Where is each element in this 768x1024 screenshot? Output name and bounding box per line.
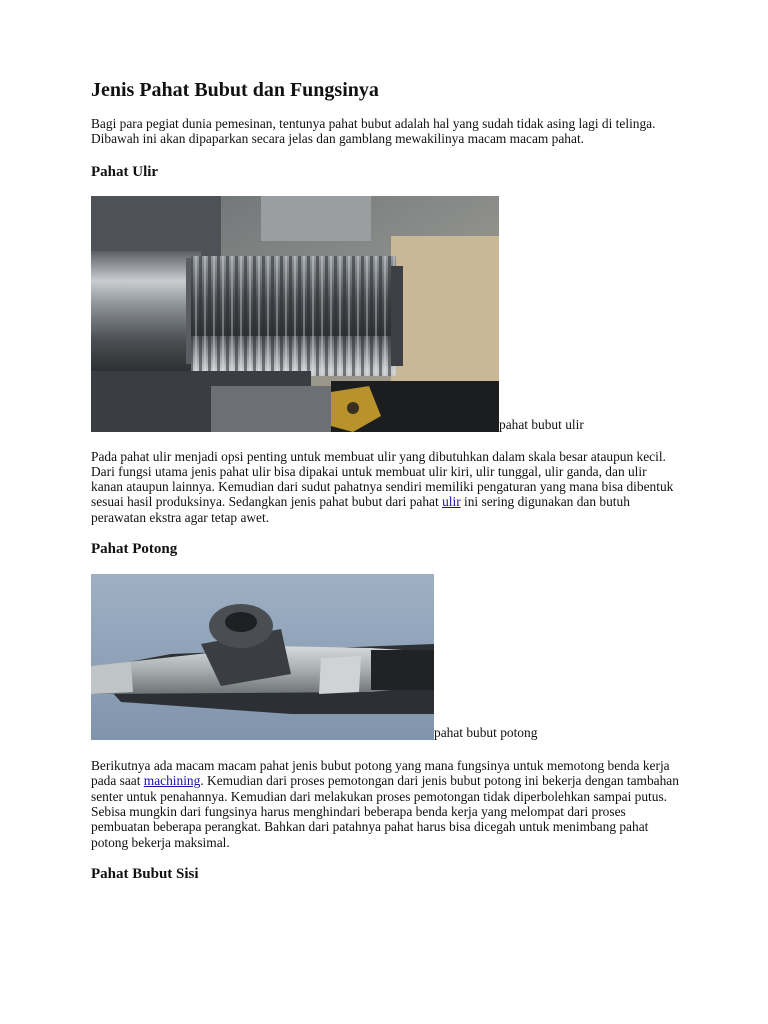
caption-pahat-ulir: pahat bubut ulir: [499, 416, 584, 432]
section-heading-pahat-potong: Pahat Potong: [91, 541, 178, 558]
caption-pahat-potong: pahat bubut potong: [434, 725, 538, 741]
figure-pahat-potong: [91, 574, 681, 740]
link-machining[interactable]: machining: [143, 773, 201, 789]
paragraph-text: ini sering digunakan dan butuh perawatan ekstra agar tetap awet.: [91, 494, 630, 525]
article-title: Jenis Pahat Bubut dan Fungsinya: [91, 79, 379, 101]
paragraph-pahat-potong: [91, 758, 681, 850]
paragraph-text: Berikutnya ada macam macam pahat jenis bubut potong yang mana fungsinya untuk memotong benda kerja pada saat: [91, 758, 670, 789]
paragraph-text: . Kemudian dari proses pemotongan dari jenis bubut potong ini bekerja dengan tambahan senter untuk penahannya. Kemudian dari melakukan proses pemotongan tidak diperbolehkan sampai putus. Sebisa mungkin dari fungsinya harus menghindari beberapa benda kerja yang melompat dari proses pembuatan beberapa perangkat. Bahkan dari patahnya pahat harus bisa dicegah untuk menimbang pahat potong bekerja maksimal.: [91, 773, 679, 850]
section-heading-pahat-ulir: Pahat Ulir: [91, 163, 159, 180]
paragraph-text: Pada pahat ulir menjadi opsi penting untuk membuat ulir yang dibutuhkan dalam skala besar ataupun kecil. Dari fungsi utama jenis pahat ulir bisa dipakai untuk membuat ulir kiri, ulir tunggal, ulir ganda, dan ulir kanan ataupun lainnya. Kemudian dari sudut pahatnya sendiri memiliki pengaturan yang mana bisa dibentuk sesuai hasil produksinya. Sedangkan jenis pahat bubut dari pahat: [91, 448, 674, 510]
cutting-tool-photo: [91, 574, 434, 740]
paragraph-pahat-ulir: [91, 449, 681, 525]
threaded-shaft-photo: [91, 196, 499, 432]
article: [91, 78, 681, 883]
intro-paragraph: Bagi para pegiat dunia pemesinan, tentunya pahat bubut adalah hal yang sudah tidak asing lagi di telinga. Dibawah ini akan dipaparkan secara jelas dan gamblang mewakilinya macam macam pahat.: [91, 116, 656, 147]
link-ulir[interactable]: ulir: [442, 494, 461, 510]
section-heading-pahat-bubut-sisi: Pahat Bubut Sisi: [91, 865, 199, 882]
figure-pahat-ulir: [91, 196, 681, 432]
